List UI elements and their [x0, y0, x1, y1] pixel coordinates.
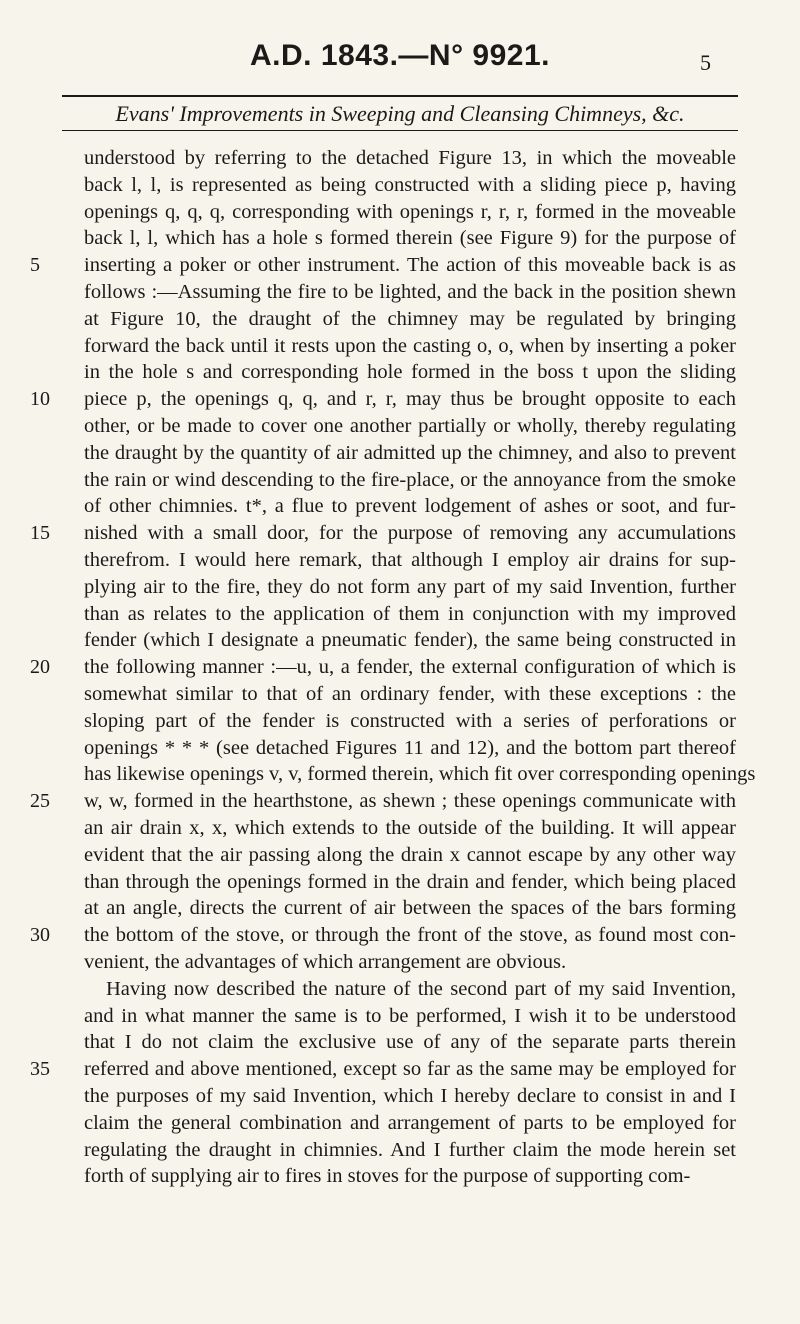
text-line: inserting a poker or other instrument. The action of this moveable back is as: [84, 254, 736, 277]
line-number: 15: [30, 522, 50, 545]
text-line: has likewise openings v, v, formed therein, which fit over corresponding openings: [84, 763, 756, 786]
text-line: fender (which I designate a pneumatic fender), the same being constructed in: [84, 629, 736, 652]
header-rule-top: [62, 95, 738, 97]
text-line: the following manner :—u, u, a fender, the external configuration of which is: [84, 656, 736, 679]
text-line: piece p, the openings q, q, and r, r, may thus be brought opposite to each: [84, 388, 736, 411]
text-line: other, or be made to cover one another partially or wholly, thereby regulating: [84, 415, 736, 437]
text-line: the bottom of the stove, or through the front of the stove, as found most con-: [84, 924, 736, 947]
line-number: 30: [30, 924, 50, 947]
text-line: referred and above mentioned, except so far as the same may be employed for: [84, 1058, 736, 1081]
text-line: understood by referring to the detached Figure 13, in which the moveable: [84, 147, 736, 169]
text-line: back l, l, is represented as being constructed with a sliding piece p, having: [84, 173, 736, 196]
line-number: 35: [30, 1058, 50, 1081]
text-line: an air drain x, x, which extends to the outside of the building. It will appear: [84, 817, 736, 839]
text-line: somewhat similar to that of an ordinary fender, with these exceptions : the: [84, 683, 736, 705]
text-line: nished with a small door, for the purpose of removing any accumulations: [84, 522, 736, 545]
text-line: w, w, formed in the hearthstone, as shewn ; these openings communicate with: [84, 790, 736, 813]
line-number: 20: [30, 656, 50, 679]
text-line: forward the back until it rests upon the casting o, o, when by inserting a poker: [84, 334, 736, 357]
running-head: Evans' Improvements in Sweeping and Cleansing Chimneys, &c.: [115, 101, 685, 126]
line-number: 5: [30, 254, 40, 277]
page-number: 5: [700, 50, 711, 75]
text-line: than as relates to the application of them in conjunction with my improved: [84, 602, 736, 625]
text-line: forth of supplying air to fires in stoves for the purpose of supporting com-: [84, 1165, 691, 1188]
text-line: and in what manner the same is to be performed, I wish it to be understood: [84, 1004, 736, 1027]
text-line: that I do not claim the exclusive use of any of the separate parts therein: [84, 1031, 736, 1054]
text-line: back l, l, which has a hole s formed therein (see Figure 9) for the purpose of: [84, 227, 736, 250]
text-line: of other chimnies. t*, a flue to prevent lodgement of ashes or soot, and fur-: [84, 495, 736, 518]
text-line: the purposes of my said Invention, which I hereby declare to consist in and I: [84, 1085, 736, 1107]
text-line: openings * * * (see detached Figures 11 and 12), and the bottom part thereof: [84, 736, 736, 759]
text-line: the rain or wind descending to the fire-place, or the annoyance from the smoke: [84, 468, 736, 491]
text-line: evident that the air passing along the drain x cannot escape by any other way: [84, 843, 736, 866]
text-line: the draught by the quantity of air admitted up the chimney, and also to prevent: [84, 441, 736, 464]
text-line: plying air to the fire, they do not form any part of my said Invention, further: [84, 575, 736, 598]
text-line: Having now described the nature of the second part of my said Invention,: [106, 977, 736, 1000]
text-line: venient, the advantages of which arrangement are obvious.: [84, 951, 567, 973]
header-rule-bottom: [62, 130, 738, 131]
text-line: in the hole s and corresponding hole formed in the boss t upon the sliding: [84, 361, 736, 384]
text-line: sloping part of the fender is constructed with a series of perforations or: [84, 709, 736, 732]
text-line: claim the general combination and arrangement of parts to be employed for: [84, 1111, 736, 1134]
line-number: 10: [30, 388, 50, 411]
text-line: at Figure 10, the draught of the chimney may be regulated by bringing: [84, 307, 736, 330]
text-line: follows :—Assuming the fire to be lighted, and the back in the position shewn: [84, 281, 736, 303]
text-line: therefrom. I would here remark, that although I employ air drains for sup-: [84, 549, 736, 571]
line-number: 25: [30, 790, 50, 813]
text-line: openings q, q, q, corresponding with openings r, r, r, formed in the moveable: [84, 200, 736, 223]
text-line: at an angle, directs the current of air between the spaces of the bars forming: [84, 897, 736, 920]
text-line: regulating the draught in chimnies. And I further claim the mode herein set: [84, 1138, 736, 1161]
text-line: than through the openings formed in the drain and fender, which being placed: [84, 870, 736, 893]
page-title: A.D. 1843.—N° 9921.: [250, 39, 550, 72]
